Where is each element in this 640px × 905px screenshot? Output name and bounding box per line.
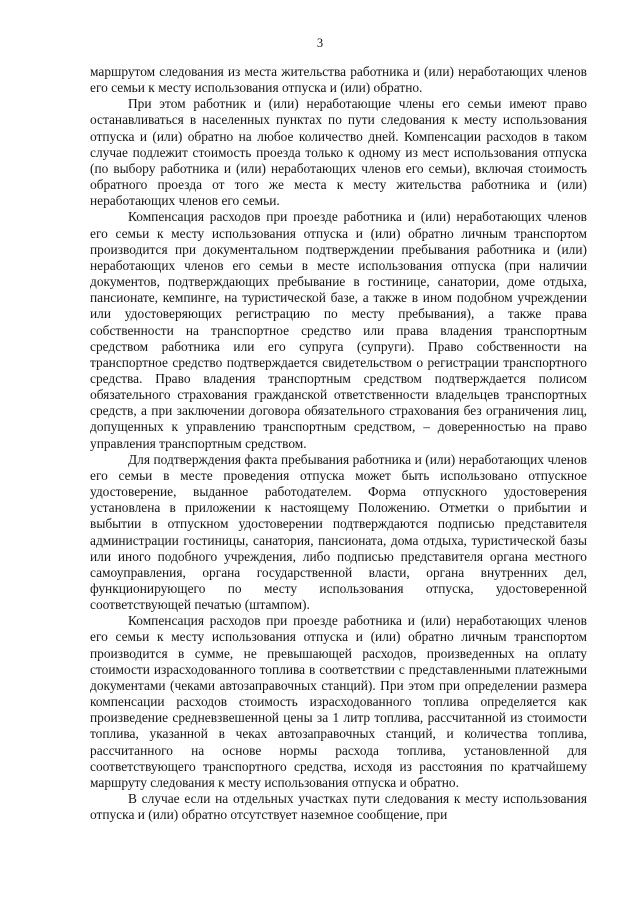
- paragraph-continuation: маршрутом следования из места жительства работника и (или) неработающих членов его семьи к месту использования отпуска и (или) обратно.: [90, 64, 587, 96]
- paragraph-stopovers: При этом работник и (или) неработающие члены его семьи имеют право останавливаться в населенных пунктах по пути следования к месту использования отпуска и (или) обратно на любое количество дней. Компенсации расходов в таком случае подлежит стоимость проезда только к одному из мест использования отпуска (по выбору работника и (или) неработающих членов его семьи), включая стоимость обратного проезда от того же места к месту жительства работника и (или) неработающих членов его семьи.: [90, 96, 587, 209]
- document-body: [90, 64, 587, 823]
- paragraph-personal-transport: Компенсация расходов при проезде работника и (или) неработающих членов его семьи к месту использования отпуска и (или) обратно личным транспортом производится при документальном подтверждении пребывания работника и (или) неработающих членов его семьи в месте использования отпуска (при наличии документов, подтверждающих пребывание в гостинице, санатории, доме отдыха, пансионате, кемпинге, на туристической базе, а также в ином подобном учреждении или удостоверяющих регистрацию по месту пребывания), а также права собственности на транспортное средство или права владения транспортным средством работника или его супруга (супруги). Право собственности на транспортное средство подтверждается свидетельством о регистрации транспортного средства. Право владения транспортным средством подтверждается полисом обязательного страхования гражданской ответственности владельцев транспортных средств, а при заключении договора обязательного страхования без ограничения лиц, допущенных к управлению транспортным средством, – доверенностью на право управления транспортным средством.: [90, 209, 587, 451]
- paragraph-vacation-certificate: Для подтверждения факта пребывания работника и (или) неработающих членов его семьи в месте проведения отпуска может быть использовано отпускное удостоверение, выданное работодателем. Форма отпускного удостоверения установлена в приложении к настоящему Положению. Отметки о прибытии и выбытии в отпускном удостоверении подтверждаются подписью представителя администрации гостиницы, санатория, пансионата, дома отдыха, туристической базы или иного подобного учреждения, либо подписью представителя органа местного самоуправления, органа государственной власти, органа внутренних дел, функционирующего по месту использования отпуска, удостоверенной соответствующей печатью (штампом).: [90, 451, 587, 613]
- paragraph-fuel-compensation: Компенсация расходов при проезде работника и (или) неработающих членов его семьи к месту использования отпуска и (или) обратно личным транспортом производится в сумме, не превышающей расходов, произведенных на оплату стоимости израсходованного топлива в соответствии с представленными платежными документами (чеками автозаправочных станций). При этом при определении размера компенсации расходов стоимость израсходованного топлива определяется как произведение средневзвешенной цены за 1 литр топлива, рассчитанной из стоимости топлива, указанной в чеках автозаправочных станций, и количества топлива, рассчитанного на основе нормы расхода топлива, установленной для соответствующего транспортного средства, исходя из расстояния по кратчайшему маршруту следования к месту использования отпуска и обратно.: [90, 613, 587, 790]
- paragraph-no-ground-connection: В случае если на отдельных участках пути следования к месту использования отпуска и (или) обратно отсутствует наземное сообщение, при: [90, 791, 587, 823]
- page-number: 3: [316, 36, 324, 50]
